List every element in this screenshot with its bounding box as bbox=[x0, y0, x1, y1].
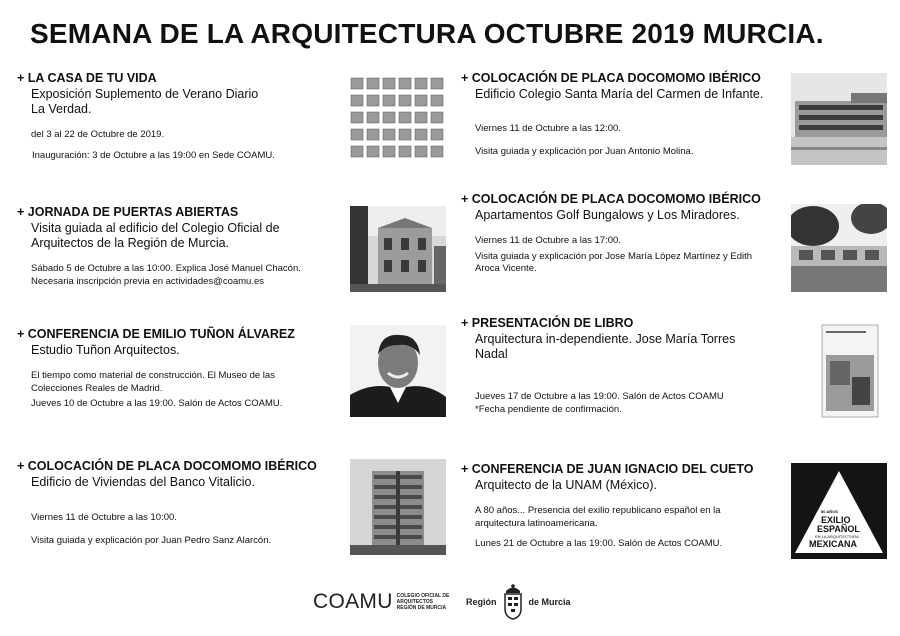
event-detail: Visita guiada y explicación por Jose María López Martínez y Edith bbox=[475, 250, 753, 262]
book-cover-image bbox=[818, 321, 882, 421]
event-conferencia-del-cueto bbox=[461, 462, 786, 551]
event-date: Sábado 5 de Octubre a las 10:00. Explica José Manuel Chacón. bbox=[31, 263, 301, 274]
event-subtitle: Arquitectos de la Región de Murcia. bbox=[31, 236, 230, 250]
coamu-logo bbox=[313, 590, 449, 614]
event-heading: + COLOCACIÓN DE PLACA DOCOMOMO IBÉRICO bbox=[17, 459, 317, 473]
event-date: Viernes 11 de Octubre a las 17:00. bbox=[475, 235, 621, 246]
event-puertas-abiertas bbox=[17, 205, 347, 288]
event-subtitle: La Verdad. bbox=[31, 102, 92, 116]
event-subtitle: Arquitectura in-dependiente. Jose María Torres bbox=[475, 332, 736, 346]
event-heading: + LA CASA DE TU VIDA bbox=[17, 71, 157, 85]
event-detail: A 80 años... Presencia del exilio republicano español en la bbox=[475, 505, 721, 516]
event-placa-golf-bungalows bbox=[461, 192, 786, 276]
region-murcia-logo bbox=[466, 583, 571, 621]
event-detail: Visita guiada y explicación por Juan Pedro Sanz Alarcón. bbox=[31, 534, 272, 546]
event-detail: arquitectura latinoamericana. bbox=[475, 517, 598, 529]
event-subtitle: Edificio de Viviendas del Banco Vitalicio. bbox=[31, 475, 255, 489]
event-date: del 3 al 22 de Octubre de 2019. bbox=[31, 129, 165, 140]
event-date: Viernes 11 de Octubre a las 10:00. bbox=[31, 512, 177, 523]
event-subtitle: Exposición Suplemento de Verano Diario bbox=[31, 87, 259, 101]
region-crest-icon bbox=[502, 583, 524, 621]
exilio-poster-image bbox=[791, 463, 887, 559]
event-placa-banco-vitalicio bbox=[17, 459, 347, 547]
event-date: Jueves 10 de Octubre a las 19:00. Salón de Actos COAMU. bbox=[31, 398, 283, 409]
event-note: *Fecha pendiente de confirmación. bbox=[475, 403, 622, 415]
poster-text-exilio: EXILIO bbox=[821, 515, 851, 525]
golf-bungalows-image bbox=[791, 204, 887, 292]
colegio-building-image bbox=[791, 73, 887, 165]
region-logo-left: Región bbox=[466, 597, 497, 607]
event-conferencia-tunon bbox=[17, 327, 347, 411]
event-detail: El tiempo como material de construcción. El Museo de las bbox=[31, 370, 275, 381]
event-detail: Inauguración: 3 de Octubre a las 19:00 en Sede COAMU. bbox=[32, 149, 275, 161]
event-detail: Colecciones Reales de Madrid. bbox=[31, 382, 163, 394]
event-subtitle: Estudio Tuñon Arquitectos. bbox=[31, 343, 180, 357]
region-logo-right: de Murcia bbox=[528, 597, 571, 607]
poster-text-espanol: ESPAÑOL bbox=[817, 524, 860, 534]
event-date: Viernes 11 de Octubre a las 12:00. bbox=[475, 123, 621, 134]
event-subtitle: Apartamentos Golf Bungalows y Los Miradores. bbox=[475, 208, 740, 222]
event-placa-colegio-santa-maria bbox=[461, 71, 786, 158]
page-title: SEMANA DE LA ARQUITECTURA OCTUBRE 2019 MURCIA. bbox=[30, 18, 824, 49]
event-detail: Visita guiada y explicación por Juan Antonio Molina. bbox=[475, 145, 694, 157]
event-date: Jueves 17 de Octubre a las 19:00. Salón de Actos COAMU bbox=[475, 391, 724, 402]
event-detail: Aroca Vicente. bbox=[475, 263, 537, 274]
speaker-portrait-image bbox=[350, 325, 446, 417]
event-heading: + JORNADA DE PUERTAS ABIERTAS bbox=[17, 205, 239, 219]
event-subtitle: Visita guiada al edificio del Colegio Oficial de bbox=[31, 221, 280, 235]
coamu-logo-name: COAMU bbox=[313, 590, 393, 613]
poster-small-text: 80 AÑOS bbox=[821, 509, 838, 514]
event-subtitle: Edificio Colegio Santa María del Carmen de Infante. bbox=[475, 87, 764, 101]
event-heading: + COLOCACIÓN DE PLACA DOCOMOMO IBÉRICO bbox=[461, 192, 761, 206]
event-subtitle: Arquitecto de la UNAM (México). bbox=[475, 478, 658, 492]
banco-vitalicio-building-image bbox=[350, 459, 446, 555]
event-heading: + CONFERENCIA DE JUAN IGNACIO DEL CUETO bbox=[461, 462, 754, 476]
event-heading: + CONFERENCIA DE EMILIO TUÑON ÁLVAREZ bbox=[17, 327, 295, 341]
coamu-logo-line2: ARQUITECTOS bbox=[396, 599, 433, 605]
poster-text-arquitectura: EN LA ARQUITECTURA bbox=[815, 534, 859, 539]
coamu-logo-line3: REGIÓN DE MURCIA bbox=[396, 605, 447, 611]
event-detail: Necesaria inscripción previa en actividades@coamu.es bbox=[31, 275, 265, 287]
exhibition-grid-image bbox=[350, 76, 446, 164]
event-date: Lunes 21 de Octubre a las 19:00. Salón de Actos COAMU. bbox=[475, 538, 723, 549]
poster-text-mexicana: MEXICANA bbox=[809, 539, 858, 549]
event-casa-de-tu-vida bbox=[17, 71, 337, 162]
event-subtitle: Nadal bbox=[475, 347, 508, 361]
coamu-logo-line1: COLEGIO OFICIAL DE bbox=[396, 593, 450, 599]
coamu-building-image bbox=[350, 206, 446, 292]
event-heading: + PRESENTACIÓN DE LIBRO bbox=[461, 316, 634, 330]
event-presentacion-libro bbox=[461, 316, 786, 416]
event-heading: + COLOCACIÓN DE PLACA DOCOMOMO IBÉRICO bbox=[461, 71, 761, 85]
